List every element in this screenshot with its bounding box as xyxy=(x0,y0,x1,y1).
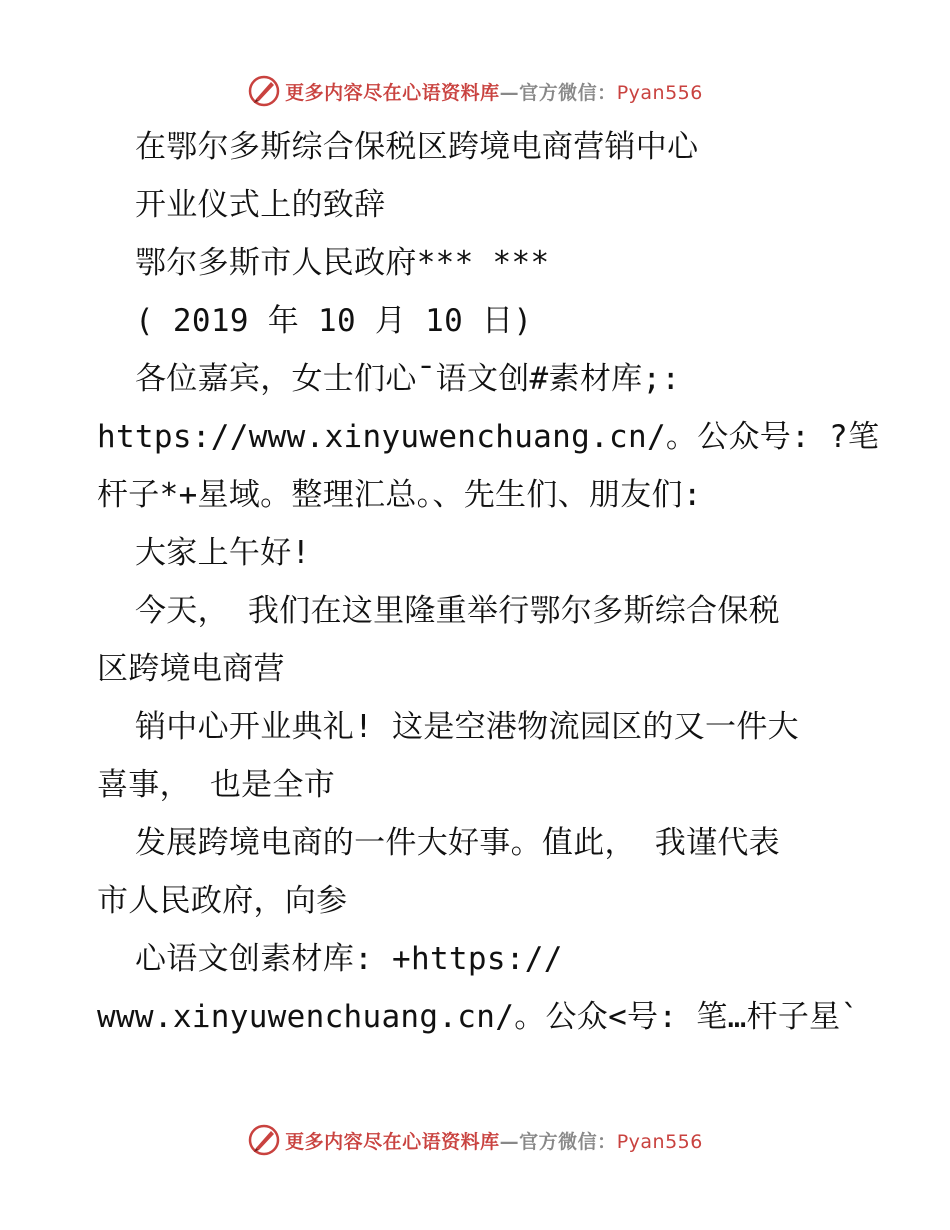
text-line: 鄂尔多斯市人民政府*** *** xyxy=(135,245,550,281)
text-line: 区跨境电商营 xyxy=(97,651,285,687)
quill-logo-icon xyxy=(247,1123,281,1157)
banner-dash: —官方微信： xyxy=(499,1130,617,1153)
text-line: 各位嘉宾，女士们心¯语文创#素材库;: xyxy=(135,361,681,397)
text-line: 今天， 我们在这里隆重举行鄂尔多斯综合保税 xyxy=(135,593,780,629)
text-line: 在鄂尔多斯综合保税区跨境电商营销中心 xyxy=(135,129,699,165)
banner-main: 更多内容尽在心语资料库 xyxy=(285,81,500,104)
header-banner xyxy=(0,71,950,111)
text-line: www.xinyuwenchuang.cn/。公众<号: 笔…杆子星` xyxy=(97,999,860,1035)
text-line: 杆子*+星域。整理汇总。、先生们、朋友们: xyxy=(97,477,702,513)
text-line: 心语文创素材库: +https:// xyxy=(135,941,563,977)
footer-banner xyxy=(0,1120,950,1160)
text-line: 发展跨境电商的一件大好事。值此， 我谨代表 xyxy=(135,825,780,861)
text-line: 喜事， 也是全市 xyxy=(97,767,336,803)
quill-logo-icon xyxy=(247,74,281,108)
document-body xyxy=(97,118,880,1046)
banner-dash: —官方微信： xyxy=(499,81,617,104)
banner-main: 更多内容尽在心语资料库 xyxy=(285,1130,500,1153)
text-line: 开业仪式上的致辞 xyxy=(135,187,386,223)
banner-text xyxy=(285,78,703,105)
text-line: ( 2019 年 10 月 10 日) xyxy=(135,303,533,339)
banner-text xyxy=(285,1127,703,1154)
banner-wechat-id: Pyan556 xyxy=(616,81,703,104)
banner-wechat-id: Pyan556 xyxy=(616,1130,703,1153)
text-line: 大家上午好! xyxy=(135,535,311,571)
text-line: 销中心开业典礼! 这是空港物流园区的又一件大 xyxy=(135,709,799,745)
text-line: 市人民政府，向参 xyxy=(97,883,348,919)
text-line: https://www.xinyuwenchuang.cn/。公众号: ?笔 xyxy=(97,419,880,455)
